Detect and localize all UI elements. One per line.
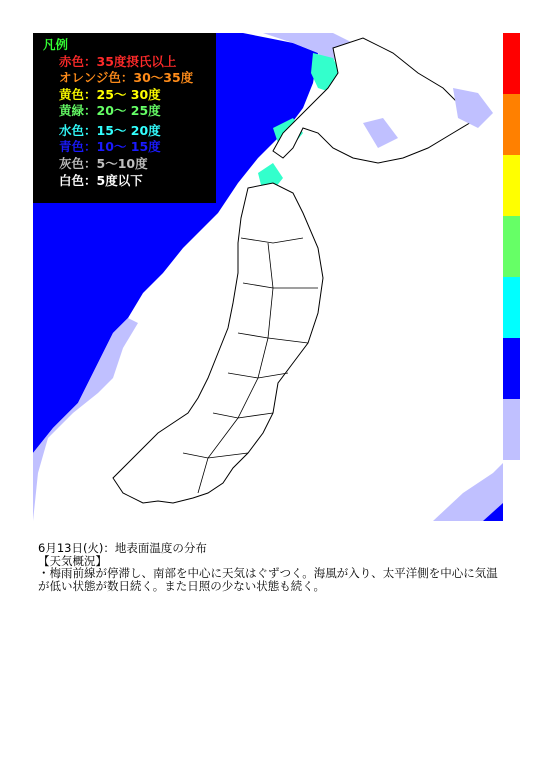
colorbar-segment-cyan xyxy=(503,277,520,338)
legend-entry-red: 赤色：35度摂氏以上 xyxy=(59,54,177,69)
caption-body-line-1: ・梅雨前線が停滞し、南部を中心に天気はぐずつく。海風が入り、太平洋側を中心に気温 xyxy=(38,566,498,580)
map-caption xyxy=(38,542,508,592)
colorbar-segment-red xyxy=(503,33,520,94)
legend-title: 凡例 xyxy=(43,37,69,52)
colorbar-segment-yellowgreen xyxy=(503,216,520,277)
colorbar-segment-yellow xyxy=(503,155,520,216)
colorbar-segment-lavender xyxy=(503,399,520,460)
color-scale-bar xyxy=(503,33,520,460)
legend-entry-blue: 青色：10～ 15度 xyxy=(59,139,161,154)
legend-entry-gray: 灰色：5～10度 xyxy=(59,156,148,171)
legend-entry-yellow: 黄色：25～ 30度 xyxy=(59,87,161,102)
legend-entry-yellowgreen: 黄緑：20～ 25度 xyxy=(59,103,161,118)
caption-body-line-2: が低い状態が数日続く。また日照の少ない状態も続く。 xyxy=(38,578,326,593)
caption-date-title: 6月13日(火)：地表面温度の分布 xyxy=(38,541,207,555)
legend-entry-cyan: 水色：15～ 20度 xyxy=(59,123,161,138)
caption-section-heading: 【天気概況】 xyxy=(38,553,107,568)
legend-entry-white: 白色：5度以下 xyxy=(59,173,143,188)
colorbar-segment-blue xyxy=(503,338,520,399)
legend-box xyxy=(33,33,216,203)
colorbar-segment-orange xyxy=(503,94,520,155)
pacific-cool-strip xyxy=(433,463,503,521)
legend-entry-orange: オレンジ色：30～35度 xyxy=(59,70,194,85)
